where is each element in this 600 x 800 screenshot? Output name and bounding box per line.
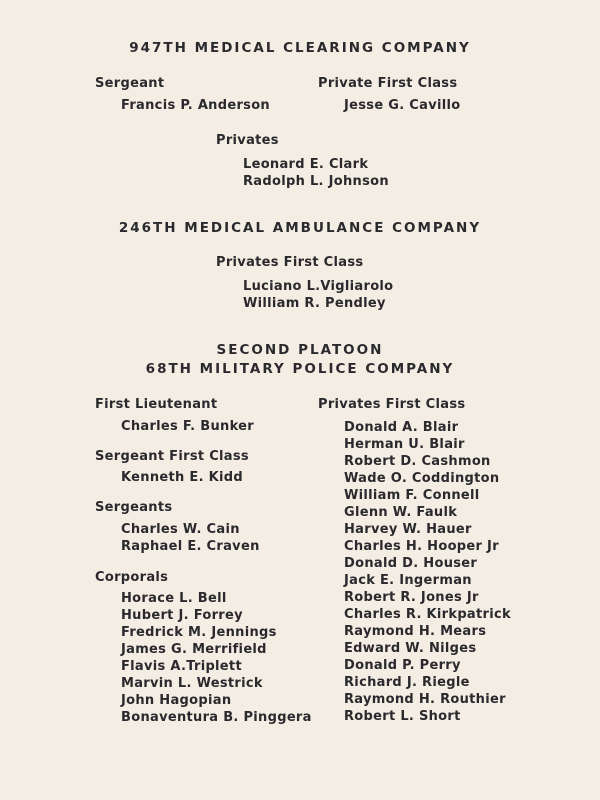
sergeant-name: Francis P. Anderson <box>121 98 270 113</box>
list-item: William R. Pendley <box>243 296 386 311</box>
list-item: Glenn W. Faulk <box>344 505 458 520</box>
corporals-list <box>121 590 312 726</box>
list-item: Charles W. Cain <box>121 522 240 537</box>
sfc-name: Kenneth E. Kidd <box>121 470 243 485</box>
sergeants-label: Sergeants <box>95 500 173 515</box>
list-item: Flavis A.Triplett <box>121 659 242 674</box>
list-item: Robert D. Cashmon <box>344 454 491 469</box>
list-item: Richard J. Riegle <box>344 675 470 690</box>
list-item: Horace L. Bell <box>121 591 227 606</box>
list-item: Jack E. Ingerman <box>344 573 472 588</box>
corporals-label: Corporals <box>95 570 169 585</box>
list-item: Radolph L. Johnson <box>243 174 389 189</box>
sergeants-list <box>121 521 260 555</box>
first-lieutenant-label: First Lieutenant <box>95 397 218 412</box>
list-item: Donald D. Houser <box>344 556 478 571</box>
list-item: Leonard E. Clark <box>243 157 369 172</box>
pfc-list-246th <box>243 278 393 312</box>
privates-label: Privates <box>216 133 279 148</box>
list-item: Herman U. Blair <box>344 437 465 452</box>
pfc-label-246th: Privates First Class <box>216 255 364 270</box>
list-item: Donald P. Perry <box>344 658 461 673</box>
list-item: Marvin L. Westrick <box>121 676 263 691</box>
list-item: Donald A. Blair <box>344 420 459 435</box>
first-lieutenant-name: Charles F. Bunker <box>121 419 254 434</box>
list-item: Fredrick M. Jennings <box>121 625 277 640</box>
list-item: William F. Connell <box>344 488 480 503</box>
list-item: Harvey W. Hauer <box>344 522 472 537</box>
pfc-label-947th: Private First Class <box>318 76 458 91</box>
company-title-246th: 246TH MEDICAL AMBULANCE COMPANY <box>118 220 482 236</box>
list-item: Robert R. Jones Jr <box>344 590 479 605</box>
pfc-list-68th <box>344 419 511 725</box>
pfc-label-68th: Privates First Class <box>318 397 466 412</box>
platoon-title: SECOND PLATOON <box>216 342 384 358</box>
list-item: Luciano L.Vigliarolo <box>243 279 394 294</box>
list-item: Raymond H. Mears <box>344 624 487 639</box>
list-item: James G. Merrifield <box>121 642 267 657</box>
list-item: John Hagopian <box>121 693 232 708</box>
company-title-68th: 68TH MILITARY POLICE COMPANY <box>145 361 455 377</box>
list-item: Raphael E. Craven <box>121 539 260 554</box>
company-title-947th: 947TH MEDICAL CLEARING COMPANY <box>129 40 471 56</box>
pfc-name-947th: Jesse G. Cavillo <box>344 98 461 113</box>
sfc-label: Sergeant First Class <box>95 449 249 464</box>
list-item: Hubert J. Forrey <box>121 608 243 623</box>
list-item: Charles R. Kirkpatrick <box>344 607 511 622</box>
list-item: Robert L. Short <box>344 709 461 724</box>
privates-list-947th <box>243 156 389 190</box>
list-item: Edward W. Nilges <box>344 641 477 656</box>
sergeant-label: Sergeant <box>95 76 165 91</box>
list-item: Raymond H. Routhier <box>344 692 506 707</box>
list-item: Wade O. Coddington <box>344 471 500 486</box>
list-item: Bonaventura B. Pinggera <box>121 710 312 725</box>
list-item: Charles H. Hooper Jr <box>344 539 499 554</box>
